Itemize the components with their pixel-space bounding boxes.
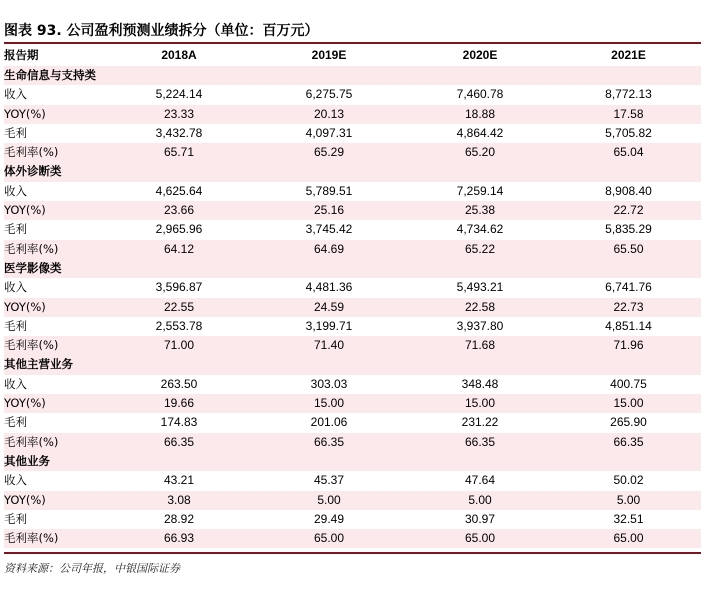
financial-forecast-table [4, 45, 701, 548]
table-row [4, 201, 701, 220]
table-cell: 71.00 [104, 336, 254, 355]
table-cell: 64.69 [254, 240, 404, 259]
table-row [4, 85, 701, 104]
table-cell: 23.66 [104, 201, 254, 220]
table-cell: 3,745.42 [305, 222, 353, 237]
table-cell: 25.16 [254, 201, 404, 220]
row-label: 收入 [4, 87, 27, 102]
table-cell: 265.90 [610, 415, 647, 430]
table-cell: 32.51 [613, 511, 644, 526]
row-label: 收入 [4, 376, 27, 391]
table-cell: 4,864.42 [456, 125, 504, 140]
table-cell: 6,275.75 [305, 87, 353, 102]
table-cell: 15.00 [404, 394, 556, 413]
bottom-rule [4, 552, 701, 554]
table-cell: 66.35 [556, 433, 701, 452]
section-header-row [4, 355, 701, 374]
row-label: 毛利率(%) [4, 433, 104, 452]
table-cell: 303.03 [310, 376, 348, 391]
table-cell: 43.21 [163, 473, 195, 488]
section-title: 其他业务 [4, 452, 701, 471]
table-cell: 15.00 [254, 394, 404, 413]
table-cell: 29.49 [313, 511, 345, 526]
table-cell: 22.72 [556, 201, 701, 220]
table-cell: 4,097.31 [305, 125, 353, 140]
table-cell: 65.00 [556, 529, 701, 548]
table-row [4, 182, 701, 201]
table-cell: 65.04 [556, 143, 701, 162]
table-row [4, 336, 701, 355]
row-label: YOY(%) [4, 201, 104, 220]
section-header-row [4, 259, 701, 278]
row-label: 收入 [4, 183, 27, 198]
table-row [4, 105, 701, 124]
row-label: YOY(%) [4, 105, 104, 124]
table-row [4, 240, 701, 259]
table-cell: 4,851.14 [605, 318, 652, 333]
table-row [4, 220, 701, 239]
section-header-row [4, 66, 701, 85]
table-cell: 8,772.13 [605, 87, 652, 102]
row-label: 毛利率(%) [4, 529, 104, 548]
table-cell: 71.40 [254, 336, 404, 355]
row-label: 收入 [4, 473, 27, 488]
table-cell: 20.13 [254, 105, 404, 124]
table-cell: 66.35 [104, 433, 254, 452]
table-cell: 65.22 [404, 240, 556, 259]
section-title: 其他主营业务 [4, 355, 701, 374]
table-cell: 2,965.96 [155, 222, 203, 237]
table-cell: 4,734.62 [456, 222, 504, 237]
source-note: 资料来源：公司年报，中银国际证券 [4, 562, 180, 575]
section-title: 生命信息与支持类 [4, 66, 701, 85]
table-cell: 5,224.14 [155, 87, 203, 102]
table-cell: 5.00 [404, 491, 556, 510]
table-cell: 65.00 [254, 529, 404, 548]
table-cell: 201.06 [310, 415, 348, 430]
header-year: 2019E [311, 48, 347, 62]
table-cell: 18.88 [404, 105, 556, 124]
row-label: 毛利 [4, 222, 27, 237]
table-cell: 47.64 [464, 473, 496, 488]
table-cell: 8,908.40 [605, 183, 652, 198]
row-label: 收入 [4, 280, 27, 295]
table-cell: 66.35 [404, 433, 556, 452]
table-row [4, 529, 701, 548]
table-cell: 22.73 [556, 298, 701, 317]
row-label: 毛利率(%) [4, 143, 104, 162]
header-year: 2020E [462, 48, 498, 62]
row-label: 毛利 [4, 125, 27, 140]
table-cell: 348.48 [461, 376, 499, 391]
section-title: 体外诊断类 [4, 162, 701, 181]
table-cell: 15.00 [556, 394, 701, 413]
table-cell: 23.33 [104, 105, 254, 124]
table-cell: 2,553.78 [155, 318, 203, 333]
table-cell: 263.50 [160, 376, 198, 391]
table-row [4, 298, 701, 317]
top-rule [4, 42, 701, 44]
table-cell: 400.75 [610, 376, 647, 391]
table-cell: 65.29 [254, 143, 404, 162]
table-row [4, 375, 701, 394]
table-cell: 231.22 [461, 415, 499, 430]
table-cell: 5.00 [556, 491, 701, 510]
table-cell: 28.92 [163, 511, 195, 526]
section-header-row [4, 452, 701, 471]
table-row [4, 510, 701, 529]
table-row [4, 471, 701, 490]
row-label: 毛利 [4, 318, 27, 333]
table-cell: 45.37 [313, 473, 345, 488]
table-cell: 65.50 [556, 240, 701, 259]
table-cell: 24.59 [254, 298, 404, 317]
header-year: 2018A [161, 48, 197, 62]
table-cell: 65.00 [404, 529, 556, 548]
table-cell: 5,835.29 [605, 222, 652, 237]
table-cell: 5.00 [254, 491, 404, 510]
table-cell: 3,937.80 [456, 318, 504, 333]
table-cell: 65.71 [104, 143, 254, 162]
table-cell: 71.68 [404, 336, 556, 355]
table-row [4, 491, 701, 510]
table-cell: 17.58 [556, 105, 701, 124]
row-label: 毛利率(%) [4, 336, 104, 355]
table-cell: 3,199.71 [305, 318, 353, 333]
section-header-row [4, 162, 701, 181]
table-row [4, 124, 701, 143]
table-cell: 64.12 [104, 240, 254, 259]
table-cell: 7,259.14 [456, 183, 504, 198]
table-cell: 5,493.21 [456, 280, 504, 295]
table-cell: 25.38 [404, 201, 556, 220]
table-cell: 6,741.76 [605, 280, 652, 295]
header-row [4, 45, 701, 66]
table-row [4, 317, 701, 336]
table-body [4, 66, 701, 548]
section-title: 医学影像类 [4, 259, 701, 278]
table-cell: 22.55 [104, 298, 254, 317]
table-row [4, 433, 701, 452]
row-label: YOY(%) [4, 491, 104, 510]
header-period-label: 报告期 [4, 48, 39, 62]
row-label: YOY(%) [4, 394, 104, 413]
table-cell: 66.93 [104, 529, 254, 548]
table-cell: 7,460.78 [456, 87, 504, 102]
table-cell: 174.83 [160, 415, 198, 430]
table-row [4, 394, 701, 413]
table-cell: 50.02 [613, 473, 644, 488]
table-cell: 3,432.78 [155, 125, 203, 140]
table-row [4, 143, 701, 162]
table-cell: 66.35 [254, 433, 404, 452]
row-label: 毛利 [4, 511, 27, 526]
header-year: 2021E [611, 48, 646, 62]
table-cell: 3.08 [104, 491, 254, 510]
row-label: 毛利 [4, 415, 27, 430]
figure-title: 图表 93. 公司盈利预测业绩拆分（单位：百万元） [4, 23, 319, 39]
table-cell: 22.58 [404, 298, 556, 317]
table-cell: 30.97 [464, 511, 496, 526]
table-cell: 4,625.64 [155, 183, 203, 198]
row-label: 毛利率(%) [4, 240, 104, 259]
table-cell: 4,481.36 [305, 280, 353, 295]
table-row [4, 413, 701, 432]
table-cell: 71.96 [556, 336, 701, 355]
table-cell: 3,596.87 [155, 280, 203, 295]
row-label: YOY(%) [4, 298, 104, 317]
table-cell: 5,705.82 [605, 125, 652, 140]
table-cell: 5,789.51 [305, 183, 353, 198]
table-row [4, 278, 701, 297]
table-cell: 19.66 [104, 394, 254, 413]
table-cell: 65.20 [404, 143, 556, 162]
